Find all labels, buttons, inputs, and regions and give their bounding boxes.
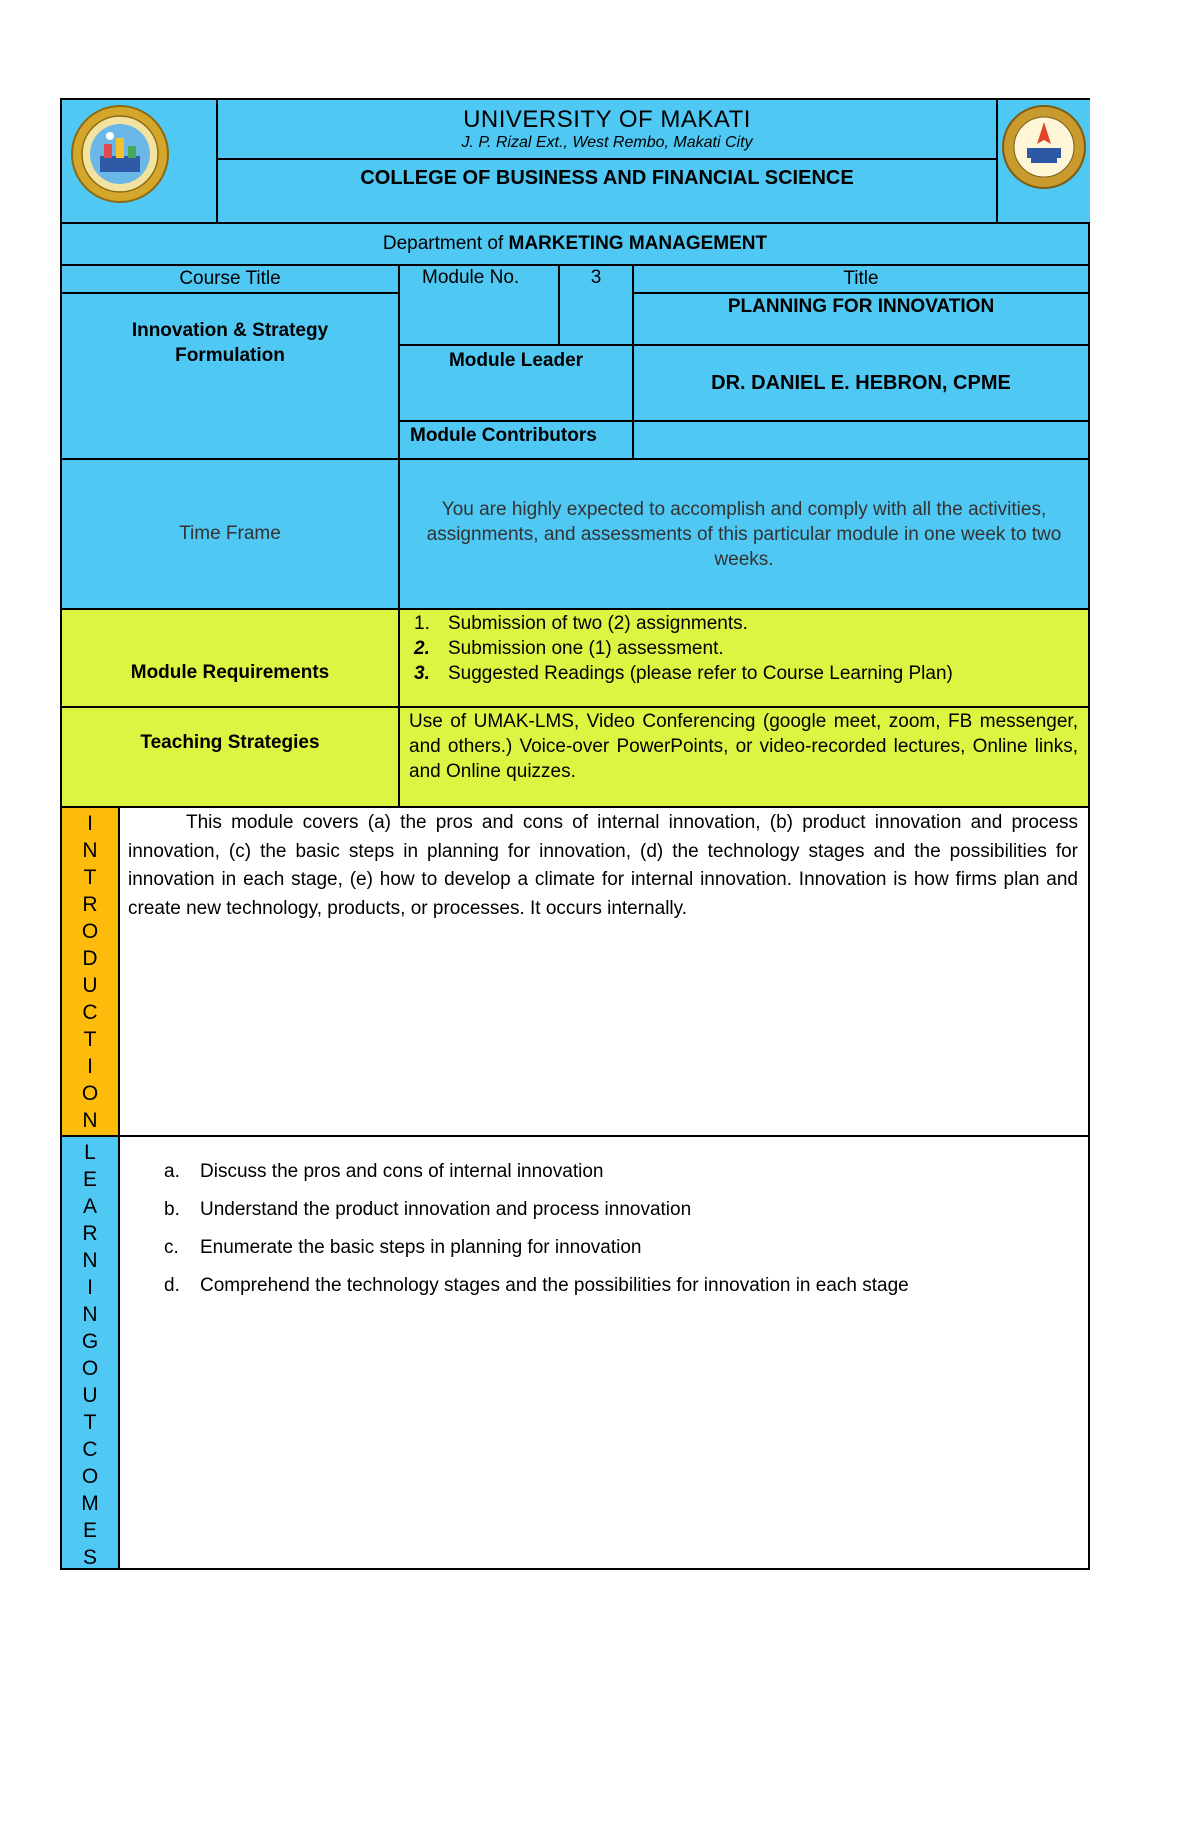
side-label-letter: T: [83, 1411, 97, 1434]
module-contributors-label-cell: [398, 420, 632, 458]
requirement-item: [400, 611, 1088, 636]
university-seal-icon: [70, 104, 170, 204]
side-label-letter: G: [81, 1330, 99, 1353]
side-label-letter: I: [87, 1055, 93, 1078]
requirement-item: [400, 636, 1088, 661]
requirements-list: [400, 611, 1088, 686]
requirement-text: Suggested Readings (please refer to Course Learning Plan): [448, 663, 953, 684]
requirement-text: Submission of two (2) assignments.: [448, 613, 748, 634]
side-label-letter: N: [82, 1303, 98, 1326]
requirements-list-cell: [398, 608, 1088, 706]
time-frame-text: You are highly expected to accomplish and comply with all the activities, assignments, and assessments of this particular module in one week to two weeks.: [426, 498, 1062, 570]
outcomes-cell: [118, 1135, 1088, 1568]
side-label-letter: N: [82, 839, 98, 862]
module-contributors-value-cell: [632, 420, 1088, 458]
university-name-cell: [216, 100, 996, 158]
side-label-letter: I: [87, 1276, 93, 1299]
course-title-label-cell: [62, 264, 398, 292]
requirement-number: 1.: [414, 613, 430, 634]
outcome-item: [164, 1153, 1088, 1191]
outcome-text: Understand the product innovation and process innovation: [200, 1199, 692, 1220]
side-label-letter: A: [82, 1195, 97, 1218]
department-cell: [62, 222, 1088, 264]
time-frame-label: Time Frame: [179, 523, 281, 544]
course-title-value: Innovation & Strategy Formulation: [131, 320, 329, 366]
outcome-item: [164, 1229, 1088, 1267]
side-label-letter: C: [82, 1438, 98, 1461]
requirements-label-cell: [62, 608, 398, 706]
makati-seal-icon: [1001, 104, 1087, 190]
introduction-text: This module covers (a) the pros and cons of internal innovation, (b) product innovation and process innovation, (c) the basic steps in planning for innovation, (d) the technology stages and the possibilities for innovation in each stage, (e) how to develop a climate for internal innovation. Innovation is how firms plan and create new technology, products, or processes. It occurs internally.: [128, 812, 1078, 919]
module-contributors-label: Module Contributors: [410, 425, 597, 446]
time-frame-label-cell: [62, 458, 398, 608]
side-label-letter: O: [81, 920, 99, 943]
side-label-letter: U: [82, 974, 98, 997]
side-label-letter: O: [81, 1357, 99, 1380]
side-label-letter: U: [82, 1384, 98, 1407]
outcome-text: Enumerate the basic steps in planning for innovation: [200, 1237, 642, 1258]
outcome-mark: b.: [164, 1199, 180, 1220]
outcome-text: Discuss the pros and cons of internal innovation: [200, 1161, 604, 1182]
teaching-text-cell: [398, 706, 1088, 806]
side-label-letter: R: [82, 1222, 98, 1245]
side-label-letter: L: [84, 1141, 96, 1164]
module-sheet: [60, 98, 1090, 1570]
requirement-text: Submission one (1) assessment.: [448, 638, 724, 659]
course-title-value-cell: [62, 292, 398, 458]
module-title-label: Title: [843, 268, 879, 289]
module-leader-value-cell: [632, 344, 1088, 420]
module-no-value: 3: [590, 267, 602, 288]
module-leader-value: DR. DANIEL E. HEBRON, CPME: [711, 371, 1011, 394]
university-address: J. P. Rizal Ext., West Rembo, Makati City: [461, 134, 753, 151]
side-label-letter: E: [82, 1519, 97, 1542]
side-label-letter: M: [81, 1492, 99, 1515]
requirement-number: 2.: [414, 638, 430, 659]
module-no-value-cell: [558, 264, 632, 292]
outcome-mark: d.: [164, 1275, 180, 1296]
module-title-value: PLANNING FOR INNOVATION: [727, 296, 995, 317]
side-label-letter: O: [81, 1082, 99, 1105]
module-no-label: Module No.: [422, 267, 520, 288]
time-frame-text-cell: [398, 458, 1088, 608]
module-leader-label-cell: [398, 344, 632, 420]
side-label-letter: C: [82, 1001, 98, 1024]
outcome-text: Comprehend the technology stages and the possibilities for innovation in each stage: [200, 1275, 909, 1296]
side-label-letter: T: [83, 1028, 97, 1051]
side-label-letter: T: [83, 866, 97, 889]
department-name: MARKETING MANAGEMENT: [508, 233, 768, 254]
teaching-label: Teaching Strategies: [140, 732, 320, 753]
course-title-label: Course Title: [179, 268, 281, 289]
side-label-letter: O: [81, 1465, 99, 1488]
side-label-letter: N: [82, 1109, 98, 1132]
teaching-label-cell: [62, 706, 398, 806]
side-label-letter: R: [82, 893, 98, 916]
introduction-side-label: [62, 806, 118, 1135]
module-title-label-cell: [632, 264, 1088, 292]
side-label-letter: N: [82, 1249, 98, 1272]
module-leader-label: Module Leader: [448, 350, 584, 371]
college-name-cell: [216, 158, 996, 222]
university-name: UNIVERSITY OF MAKATI: [463, 106, 751, 133]
requirement-number: 3.: [414, 663, 430, 684]
department-prefix: Department of: [382, 233, 509, 254]
outcome-item: [164, 1267, 1088, 1305]
side-label-letter: E: [82, 1168, 97, 1191]
module-no-label-cell: [398, 264, 558, 292]
teaching-text: Use of UMAK-LMS, Video Conferencing (google meet, zoom, FB messenger, and others.) Voice-over PowerPoints, or video-recorded lectures, Online links, and Online quizzes.: [409, 711, 1078, 782]
outcome-mark: c.: [164, 1237, 179, 1258]
requirements-label: Module Requirements: [130, 662, 330, 683]
side-label-letter: S: [82, 1546, 97, 1568]
outcome-item: [164, 1191, 1088, 1229]
college-name: COLLEGE OF BUSINESS AND FINANCIAL SCIENCE: [360, 166, 854, 189]
outcomes-side-label: [62, 1135, 118, 1568]
right-logo-cell: [996, 100, 1090, 222]
requirement-item: [400, 661, 1088, 686]
left-logo-cell: [62, 100, 216, 222]
introduction-text-cell: [118, 806, 1088, 1135]
side-label-letter: D: [82, 947, 98, 970]
side-label-letter: I: [87, 812, 93, 835]
outcome-mark: a.: [164, 1161, 180, 1182]
outcomes-list: [164, 1153, 1088, 1305]
